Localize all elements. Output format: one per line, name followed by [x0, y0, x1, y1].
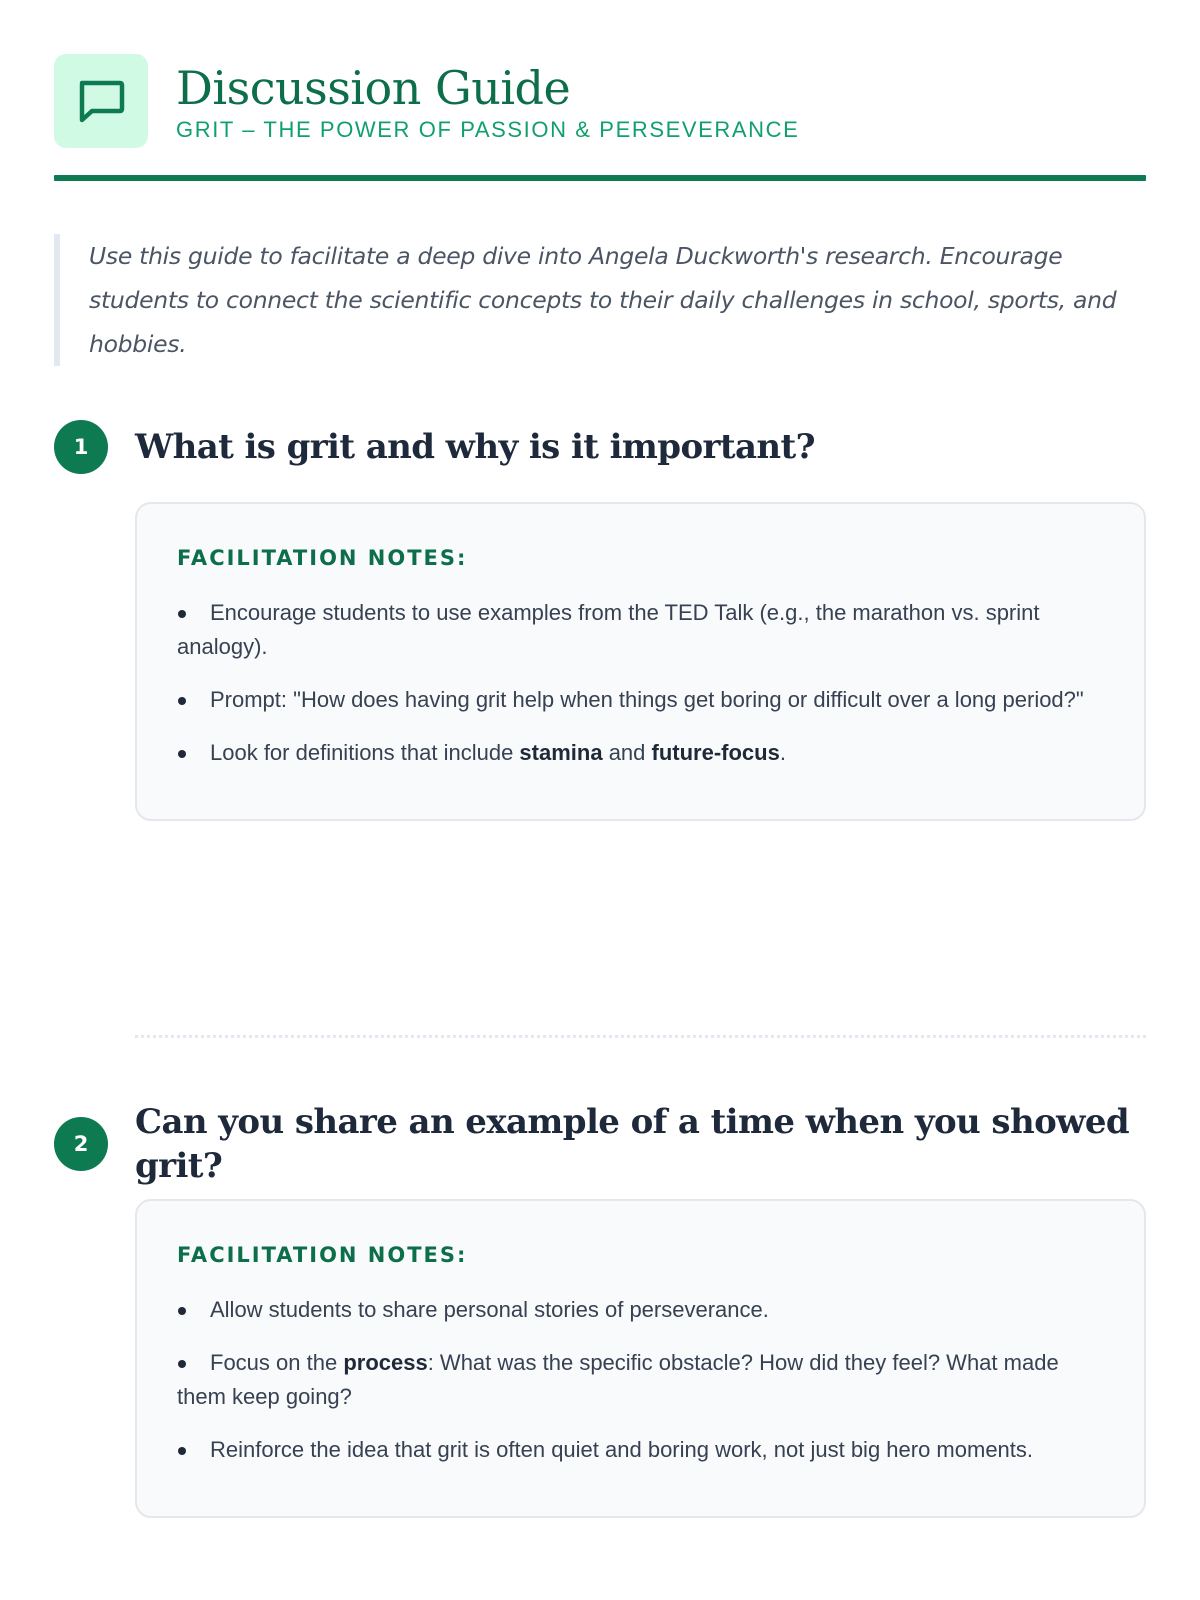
- question-2: [54, 1102, 1146, 1518]
- facilitation-notes-card: [135, 1199, 1146, 1518]
- chat-bubble-icon: [54, 54, 148, 148]
- note-text: : What was the specific obstacle? How did they feel? What made them keep going?: [177, 1350, 1059, 1409]
- page-title: Discussion Guide: [176, 60, 571, 115]
- facilitation-notes-card: [135, 502, 1146, 821]
- note-emphasis: stamina: [519, 740, 603, 765]
- note-text: Focus on the: [210, 1350, 344, 1375]
- question-text: What is grit and why is it important?: [135, 427, 815, 467]
- facilitation-note-item: [177, 736, 1104, 770]
- note-text: Encourage students to use examples from the TED Talk (e.g., the marathon vs. sprint analogy).: [177, 600, 1040, 659]
- note-text: Allow students to share personal stories of perseverance.: [210, 1297, 769, 1322]
- note-text: Prompt: "How does having grit help when things get boring or difficult over a long period?": [210, 687, 1084, 712]
- facilitation-note-item: [177, 683, 1104, 717]
- header-text: [176, 59, 799, 144]
- note-text: Reinforce the idea that grit is often quiet and boring work, not just big hero moments.: [210, 1437, 1034, 1462]
- question-header: [54, 1102, 1146, 1186]
- note-text: and: [602, 740, 652, 765]
- facilitation-note-item: [177, 1433, 1104, 1467]
- page-subtitle: GRIT – THE POWER OF PASSION & PERSEVERANCE: [176, 116, 800, 142]
- header: [54, 54, 1146, 148]
- facilitation-note-item: [177, 1293, 1104, 1327]
- facilitation-note-item: [177, 1346, 1104, 1414]
- intro-blockquote: Use this guide to facilitate a deep dive into Angela Duckworth's research. Encourage students to connect the scientific concepts to their daily challenges in school, sports, and hobbies.: [54, 234, 1146, 366]
- note-text: Look for definitions that include: [210, 740, 520, 765]
- note-emphasis: process: [343, 1350, 428, 1375]
- header-divider: [54, 175, 1146, 181]
- facilitation-note-item: [177, 596, 1104, 664]
- facilitation-notes-label: FACILITATION NOTES:: [177, 1243, 468, 1267]
- question-number-badge: 1: [54, 420, 108, 474]
- question-1: [54, 420, 1146, 821]
- note-emphasis: future-focus: [651, 740, 780, 765]
- facilitation-notes-label: FACILITATION NOTES:: [177, 546, 468, 570]
- facilitation-notes-list: [177, 1293, 1104, 1467]
- question-text: Can you share an example of a time when you showed grit?: [135, 1102, 1130, 1186]
- question-header: [54, 420, 1146, 474]
- question-number-badge: 2: [54, 1117, 108, 1171]
- facilitation-notes-list: [177, 596, 1104, 770]
- note-text: .: [779, 740, 786, 765]
- section-divider: [135, 1035, 1146, 1038]
